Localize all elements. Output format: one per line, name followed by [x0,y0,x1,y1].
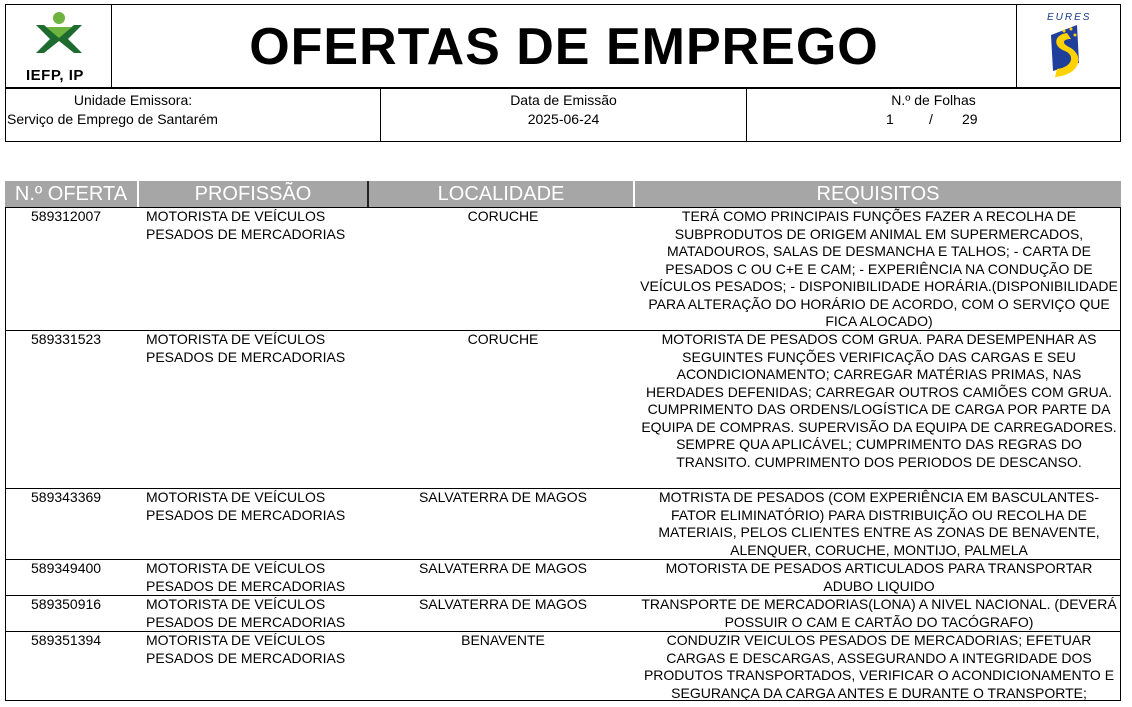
folha-atual: 1 [886,111,894,127]
offer-location: CORUCHE [467,208,539,224]
offer-requirements: MOTORISTA DE PESADOS COM GRUA. PARA DESEMPENHAR AS SEGUINTES FUNÇÕES VERIFICAÇÃO DAS CARGAS E SEU ACONDICIONAMENTO; CARREGAR MATÉRIAS PRIMAS, NAS HERDADES DEFENIDAS; CARREGAR OUTROS CAMIÕES COM GRUA. CUMPRIMENTO DAS ORDENS/LOGÍSTICA DE CARGA POR PARTE DA EQUIPA DE COMPRAS. SUPERVISÃO DA EQUIPA DE CARREGADORES. SEMPRE QUA APLICÁVEL; CUMPRIMENTO DAS REGRAS DO TRANSITO. CUMPRIMENTO DOS PERIODOS DE DESCANSO. [641,331,1117,470]
iefp-logo [5,4,112,88]
table-body [5,207,1121,701]
data-emissao-cell [380,88,747,142]
offer-profession: MOTORISTA DE VEÍCULOS PESADOS DE MERCADORIAS [146,208,346,242]
offer-requirements: MOTRISTA DE PESADOS (COM EXPERIÊNCIA EM BASCULANTES- FATOR ELIMINATÓRIO) PARA DISTRIBUIÇÃO OU RECOLHA DE MATERIAIS, PELOS CLIENTES ENTRE AS ZONAS DE BENAVENTE, ALENQUER, CORUCHE, MONTIJO, PALMELA [658,489,1100,558]
data-value: 2025-06-24 [527,111,600,127]
offer-location: SALVATERRA DE MAGOS [418,560,588,576]
offer-number: 589331523 [31,331,102,347]
iefp-label: IEFP, IP [26,67,84,84]
col-header-profissao: PROFISSÃO [137,181,367,207]
table-row [6,208,1120,331]
unidade-label: Unidade Emissora: [73,92,193,108]
offer-requirements: TERÁ COMO PRINCIPAIS FUNÇÕES FAZER A RECOLHA DE SUBPRODUTOS DE ORIGEM ANIMAL EM SUPERMERCADOS, MATADOUROS, SALAS DE DESMANCHA E TALHOS; - CARTA DE PESADOS C OU C+E E CAM; - EXPERIÊNCIA NA CONDUÇÃO DE VEÍCULOS PESADOS; - DISPONIBILIDADE HORÁRIA.(DISPONIBILIDADE PARA ALTERAÇÃO DO HORÁRIO DE ACORDO, COM O SERVIÇO QUE FICA ALOCADO) [640,208,1118,329]
offer-profession: MOTORISTA DE VEÍCULOS PESADOS DE MERCADORIAS [146,560,346,594]
col-header-localidade: LOCALIDADE [367,181,635,207]
table-row [6,489,1120,560]
offer-number: 589350916 [31,596,102,612]
eures-logo [1016,4,1121,88]
table-row [6,331,1120,489]
folhas-label: N.º de Folhas [891,92,976,108]
col-header-numero: N.º OFERTA [14,183,128,205]
offer-location: SALVATERRA DE MAGOS [418,596,588,612]
folha-separator: / [929,111,933,127]
data-label: Data de Emissão [510,92,617,108]
unidade-emissora-cell [5,88,381,142]
offer-number: 589312007 [31,208,102,224]
table-header [5,181,1121,207]
offer-profession: MOTORISTA DE VEÍCULOS PESADOS DE MERCADORIAS [146,331,346,365]
offer-profession: MOTORISTA DE VEÍCULOS PESADOS DE MERCADORIAS [146,632,346,666]
folha-total: 29 [962,111,978,127]
table-row [6,560,1120,596]
title-box [111,4,1017,88]
iefp-symbol-icon [6,5,113,67]
info-row [5,88,1121,142]
offer-profession: MOTORISTA DE VEÍCULOS PESADOS DE MERCADORIAS [146,596,346,630]
page-title: OFERTAS DE EMPREGO [249,18,879,76]
offer-location: CORUCHE [467,331,539,347]
offer-requirements: TRANSPORTE DE MERCADORIAS(LONA) A NIVEL NACIONAL. (DEVERÁ POSSUIR O CAM E CARTÃO DO TACÓGRAFO) [641,596,1117,630]
eures-label: EURES [1047,12,1092,23]
table-row [6,596,1120,632]
offer-requirements: MOTORISTA DE PESADOS ARTICULADOS PARA TRANSPORTAR ADUBO LIQUIDO [665,560,1093,594]
offer-profession: MOTORISTA DE VEÍCULOS PESADOS DE MERCADORIAS [146,489,346,523]
col-header-requisitos: REQUISITOS [816,183,940,205]
offer-location: SALVATERRA DE MAGOS [418,489,588,505]
offer-location: BENAVENTE [461,632,545,648]
unidade-value: Serviço de Emprego de Santarém [7,111,218,127]
folhas-cell [746,88,1121,142]
offer-number: 589351394 [31,632,102,648]
eures-symbol-icon [1017,5,1122,89]
offer-number: 589349400 [31,560,102,576]
offer-requirements: CONDUZIR VEICULOS PESADOS DE MERCADORIAS; EFETUAR CARGAS E DESCARGAS, ASSEGURANDO A INTEGRIDADE DOS PRODUTOS TRANSPORTADOS, VERIFICAR O ACONDICIONAMENTO E SEGURANÇA DA CARGA ANTES E DURANTE O TRANSPORTE; [643,632,1115,701]
offer-number: 589343369 [31,489,102,505]
table-row [6,632,1120,700]
document-header [5,4,1121,142]
